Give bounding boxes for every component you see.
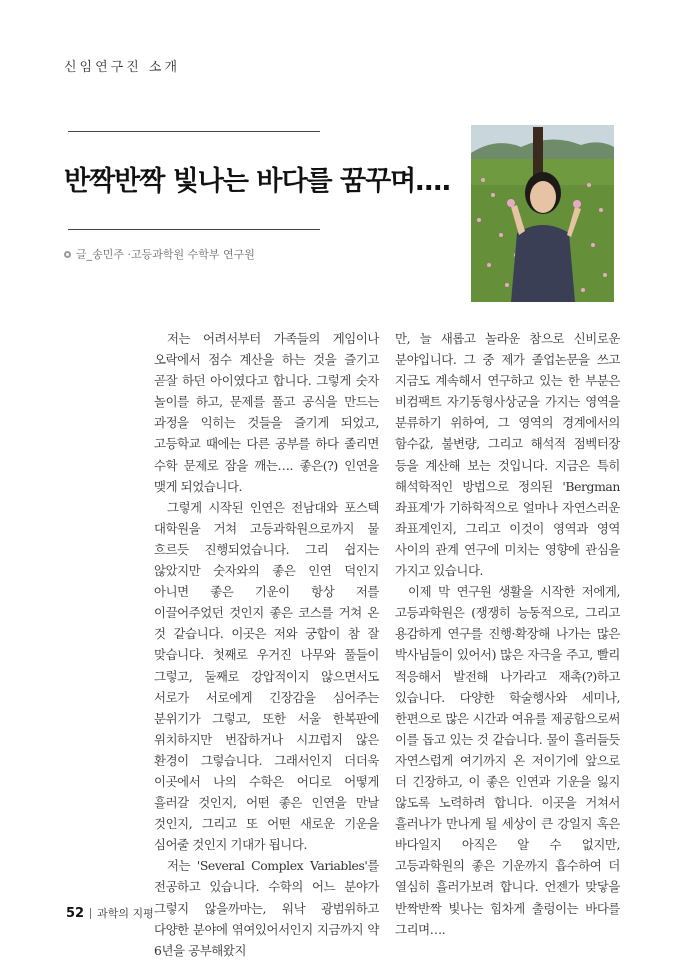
title-rule-top [68,131,320,132]
page-footer [66,905,154,921]
page-title: 반짝반짝 빛나는 바다를 꿈꾸며…. [64,166,451,197]
paragraph: 저는 'Several Complex Variables'를 전공하고 있습니다. 수학의 어느 분야가 그렇지 않을까마는, 워낙 광범위하고 다양한 분야에 엮여있어서인지 지금까지 약 6년을 공부해왔지 [154,858,379,958]
section-label: 신임연구진 소개 [64,60,181,75]
paragraph: 저는 어려서부터 가족들의 게임이나 오락에서 점수 계산을 하는 것을 즐기고 곧잘 하던 아이였다고 합니다. 그렇게 숫자 놀이를 하고, 문제를 풀고 공식을 만드는 과정을 익히는 것들을 즐기게 되었고, 고등학교 때에는 다른 공부를 하다 졸리면 수학 문제로 잠을 깨는…. 좋은(?) 인연을 맺게 되었습니다. [154,331,379,494]
paragraph: 이제 막 연구원 생활을 시작한 저에게, 고등과학원은 (쟁쟁히 능동적으로, 그리고 용감하게 연구를 진행·확장해 나가는 많은 박사님들이 있어서) 많은 자극을 주고, 빨리 적응해서 발전해 나가라고 재촉(?)하고 있습니다. 다양한 학술행사와 세미나, 한편으로 많은 시간과 여유를 제공함으로써 이를 돕고 있는 것 같습니다. 물이 흘러들듯 자연스럽게 여기까지 온 저이기에 앞으로 더 긴장하고, 이 좋은 인연과 기운을 잃지 않도록 노력하려 합니다. 이곳을 거쳐서 흘러나가 만나게 될 세상이 큰 강일지 혹은 바다일지 아직은 알 수 없지만, 고등과학원의 좋은 기운까지 흡수하여 더 열심히 흘러가보려 합니다. 언젠가 맞닿을 반짝반짝 빛나는 힘차게 출렁이는 바다를 그리며…. [395,584,620,937]
portrait-photo-icon [471,125,614,302]
article-right-column [395,328,620,940]
author-byline [64,246,255,262]
page-number: 52 [66,905,85,921]
bullet-icon [64,251,71,258]
footer-divider [90,908,91,919]
article-left-column [154,328,379,961]
byline-text: 글_송민주 ·고등과학원 수학부 연구원 [76,248,255,261]
publication-name: 과학의 지평 [97,907,154,920]
paragraph-continued: 만, 늘 새롭고 놀라운 참으로 신비로운 분야입니다. 그 중 제가 졸업논문을 쓰고 지금도 계속해서 연구하고 있는 한 부분은 비컴팩트 자기동형사상군을 가지는 영역을 분류하기 위하여, 그 영역의 경계에서의 함수값, 불변량, 그리고 해석적 점벡터장 등을 계산해 보는 것입니다. 지금은 특히 해석학적인 방법으로 정의된 'Bergman 좌표계'가 기하학적으로 얼마나 자연스러운 좌표계인지, 그리고 이것이 영역과 영역 사이의 관계 연구에 미치는 영향에 관심을 가지고 있습니다. [395,331,620,579]
author-photo [471,125,614,302]
paragraph: 그렇게 시작된 인연은 전남대와 포스텍 대학원을 거쳐 고등과학원으로까지 물 흐르듯 진행되었습니다. 그리 쉽지는 않았지만 숫자와의 좋은 인연 덕인지 아니면 좋은 기운이 항상 저를 이끌어주었던 것인지 좋은 코스를 거쳐 온 것 같습니다. 이곳은 저와 궁합이 참 잘 맞습니다. 첫째로 우거진 나무와 풀들이 그렇고, 둘째로 강압적이지 않으면서도 서로가 서로에게 긴장감을 심어주는 분위기가 그렇고, 또한 서울 한복판에 위치하지만 번잡하거나 시끄럽지 않은 환경이 그렇습니다. 그래서인지 더더욱 이곳에서 나의 수학은 어디로 어떻게 흘러갈 것인지, 어떤 좋은 인연을 만날 것인지, 그리고 또 어떤 새로운 기운을 심어줄 것인지 기대가 됩니다. [154,499,379,853]
title-rule-bottom [68,229,320,230]
